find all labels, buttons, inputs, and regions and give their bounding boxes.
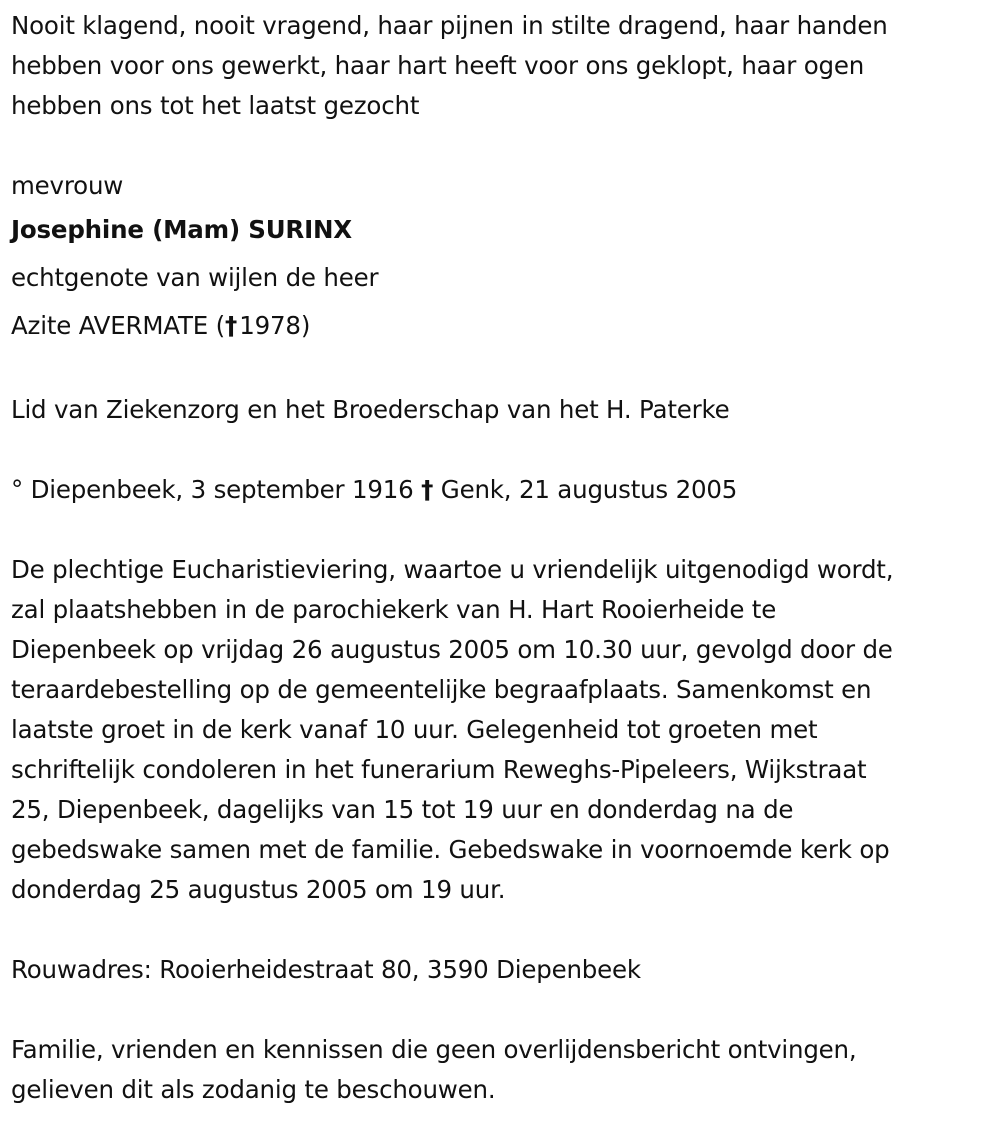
spouse-death-year: 1978): [239, 311, 311, 340]
poem-line: hebben voor ons gewerkt, haar hart heeft voor ons geklopt, haar ogen: [11, 51, 865, 80]
poem-block: [11, 6, 990, 126]
birth-info: ° Diepenbeek, 3 september 1916: [11, 475, 414, 504]
closing-line: gelieven dit als zodanig te beschouwen.: [11, 1075, 496, 1104]
service-line: gebedswake samen met de familie. Gebedswake in voornoemde kerk op: [11, 835, 890, 864]
mourning-address: Rouwadres: Rooierheidestraat 80, 3590 Diepenbeek: [11, 955, 641, 984]
honorific-title: mevrouw: [11, 171, 124, 200]
service-line: De plechtige Eucharistieviering, waartoe u vriendelijk uitgenodigd wordt,: [11, 555, 894, 584]
spacer: [11, 910, 990, 950]
service-line: 25, Diepenbeek, dagelijks van 15 tot 19 uur en donderdag na de: [11, 795, 794, 824]
closing-paragraph: [11, 1030, 990, 1110]
cross-icon: †: [224, 311, 238, 340]
spouse-name-line: [11, 302, 990, 350]
service-line: donderdag 25 augustus 2005 om 19 uur.: [11, 875, 506, 904]
spouse-name: Azite AVERMATE (: [11, 311, 225, 340]
service-line: laatste groet in de kerk vanaf 10 uur. Gelegenheid tot groeten met: [11, 715, 818, 744]
deceased-name: Josephine (Mam) SURINX: [11, 215, 352, 244]
service-paragraph: [11, 550, 990, 910]
cross-icon: †: [421, 475, 434, 504]
death-info: Genk, 21 augustus 2005: [440, 475, 738, 504]
service-line: schriftelijk condoleren in het funerarium Reweghs-Pipeleers, Wijkstraat: [11, 755, 867, 784]
spacer: [11, 990, 990, 1030]
membership-text: Lid van Ziekenzorg en het Broederschap van het H. Paterke: [11, 395, 730, 424]
service-line: Diepenbeek op vrijdag 26 augustus 2005 om 10.30 uur, gevolgd door de: [11, 635, 893, 664]
birth-death-line: [11, 470, 990, 510]
spouse-intro: echtgenote van wijlen de heer: [11, 263, 379, 292]
poem-line: Nooit klagend, nooit vragend, haar pijnen in stilte dragend, haar handen: [11, 11, 888, 40]
spacer: [11, 430, 990, 470]
poem-line: hebben ons tot het laatst gezocht: [11, 91, 420, 120]
closing-line: Familie, vrienden en kennissen die geen overlijdensbericht ontvingen,: [11, 1035, 857, 1064]
spacer: [11, 510, 990, 550]
service-line: teraardebestelling op de gemeentelijke begraafplaats. Samenkomst en: [11, 675, 872, 704]
service-line: zal plaatshebben in de parochiekerk van H. Hart Rooierheide te: [11, 595, 777, 624]
spacer: [11, 126, 990, 166]
spacer: [11, 350, 990, 390]
